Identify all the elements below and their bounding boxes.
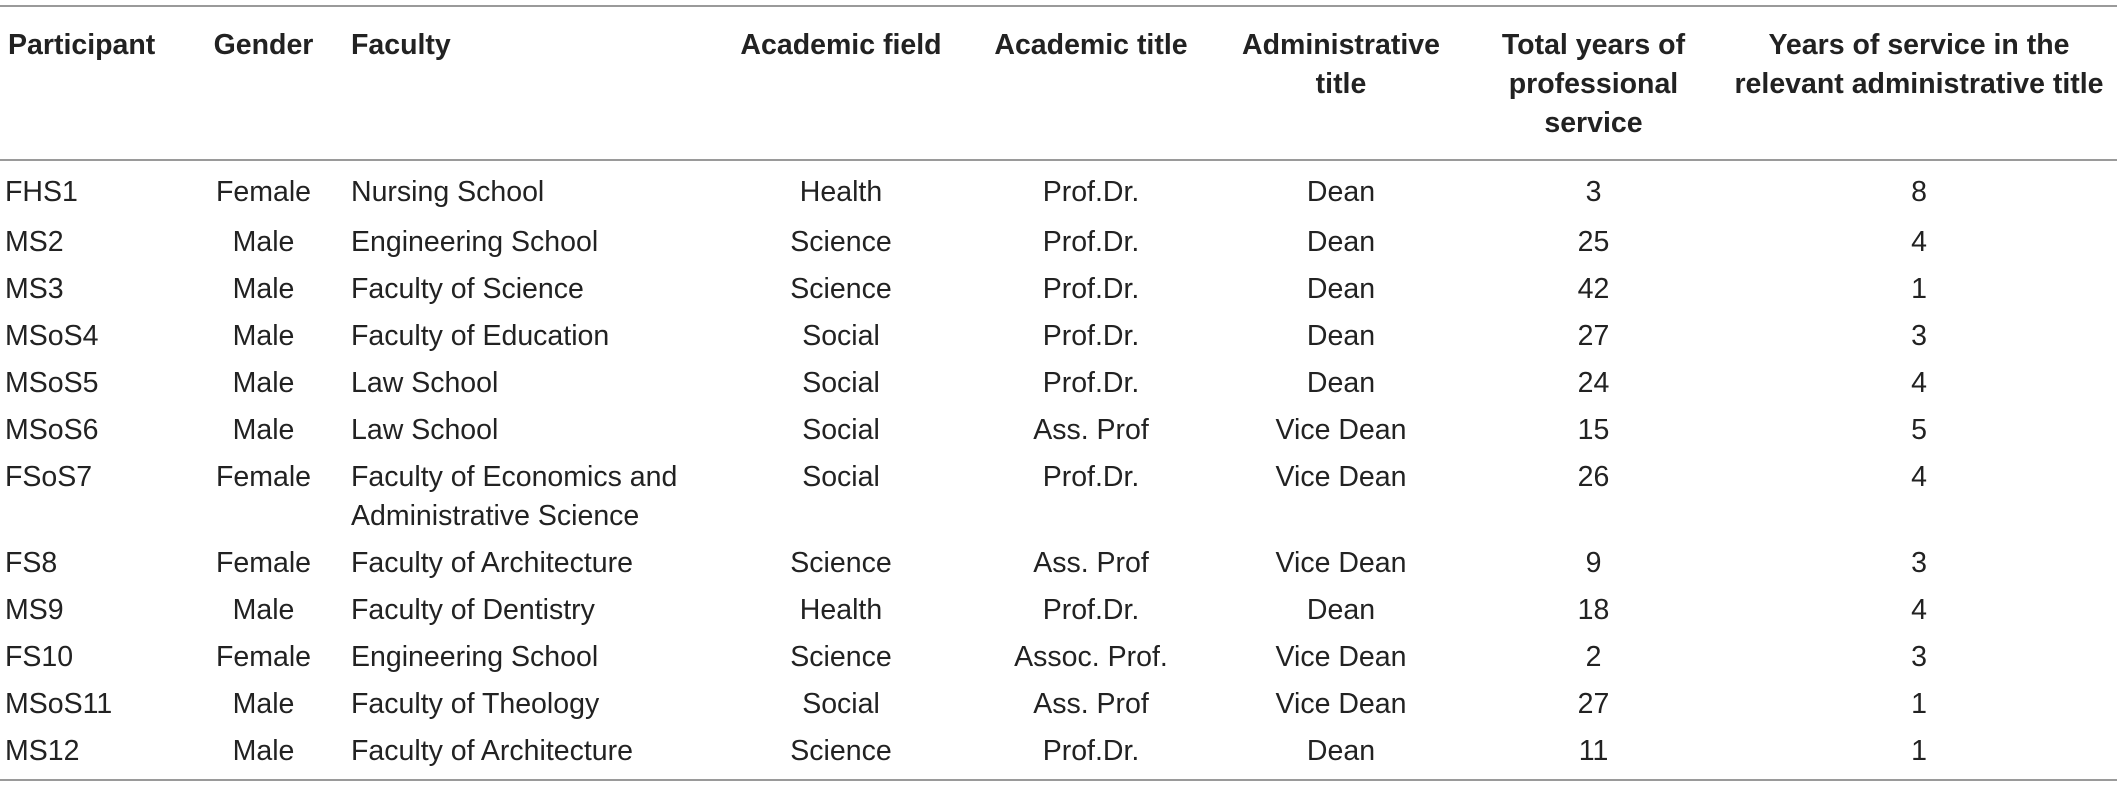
cell-academic-title: Assoc. Prof. <box>1014 641 1168 673</box>
cell-academic-title: Prof.Dr. <box>1042 461 1140 493</box>
cell-administrative-title: Vice Dean <box>1275 641 1407 673</box>
cell-total-years: 2 <box>1585 641 1602 673</box>
header-total-years: Total years of professional service <box>1501 29 1686 139</box>
header-years-in-title: Years of service in the relevant administrative title <box>1734 29 2104 100</box>
cell-faculty: Law School <box>351 414 499 446</box>
cell-administrative-title: Vice Dean <box>1275 688 1407 720</box>
table-row <box>0 160 2117 215</box>
cell-faculty: Faculty of Architecture <box>351 547 633 579</box>
table-row <box>0 262 2117 309</box>
cell-participant: MSoS11 <box>5 688 113 720</box>
cell-gender: Female <box>215 641 312 673</box>
header-participant: Participant <box>8 29 156 61</box>
cell-faculty: Faculty of Science <box>351 273 584 305</box>
cell-gender: Male <box>232 688 295 720</box>
cell-faculty: Faculty of Dentistry <box>351 594 595 626</box>
cell-participant: MS2 <box>5 226 64 258</box>
table-header <box>0 6 2117 160</box>
cell-academic-field: Social <box>802 414 880 446</box>
cell-academic-title: Prof.Dr. <box>1042 226 1140 258</box>
cell-gender: Male <box>232 367 295 399</box>
cell-years-in-title: 3 <box>1911 320 1927 352</box>
cell-academic-title: Prof.Dr. <box>1042 735 1140 767</box>
table-body <box>0 160 2117 780</box>
cell-academic-field: Social <box>802 688 880 720</box>
cell-faculty: Engineering School <box>351 641 599 673</box>
table-row <box>0 583 2117 630</box>
cell-years-in-title: 1 <box>1911 688 1927 720</box>
cell-participant: MS12 <box>5 735 80 767</box>
cell-academic-title: Ass. Prof <box>1033 688 1149 720</box>
cell-academic-title: Prof.Dr. <box>1042 367 1140 399</box>
cell-academic-title: Prof.Dr. <box>1042 273 1140 305</box>
cell-participant: MS9 <box>5 594 64 626</box>
cell-total-years: 42 <box>1577 273 1610 305</box>
table-row <box>0 724 2117 780</box>
cell-administrative-title: Dean <box>1306 176 1376 208</box>
cell-participant: FS8 <box>5 547 58 579</box>
cell-administrative-title: Dean <box>1306 273 1376 305</box>
cell-administrative-title: Dean <box>1306 594 1376 626</box>
cell-years-in-title: 1 <box>1911 273 1927 305</box>
cell-gender: Male <box>232 414 295 446</box>
header-gender: Gender <box>213 29 314 61</box>
cell-gender: Female <box>215 176 312 208</box>
table-row <box>0 403 2117 450</box>
cell-years-in-title: 5 <box>1911 414 1927 446</box>
cell-gender: Male <box>232 320 295 352</box>
cell-faculty: Faculty of Economics and Administrative Science <box>351 461 678 532</box>
cell-participant: MSoS5 <box>5 367 99 399</box>
cell-total-years: 27 <box>1577 320 1610 352</box>
cell-participant: MS3 <box>5 273 64 305</box>
cell-administrative-title: Dean <box>1306 367 1376 399</box>
cell-academic-title: Ass. Prof <box>1033 547 1149 579</box>
cell-faculty: Faculty of Theology <box>351 688 600 720</box>
cell-academic-field: Science <box>790 641 892 673</box>
cell-total-years: 18 <box>1577 594 1610 626</box>
header-academic-field: Academic field <box>740 29 942 61</box>
cell-years-in-title: 8 <box>1911 176 1927 208</box>
cell-gender: Male <box>232 226 295 258</box>
cell-academic-field: Science <box>790 273 892 305</box>
cell-years-in-title: 3 <box>1911 641 1927 673</box>
cell-total-years: 3 <box>1585 176 1602 208</box>
table-row <box>0 630 2117 677</box>
cell-academic-field: Social <box>802 461 880 493</box>
cell-total-years: 24 <box>1577 367 1610 399</box>
cell-academic-field: Science <box>790 547 892 579</box>
cell-gender: Male <box>232 594 295 626</box>
cell-administrative-title: Vice Dean <box>1275 414 1407 446</box>
cell-administrative-title: Dean <box>1306 320 1376 352</box>
cell-total-years: 26 <box>1577 461 1610 493</box>
cell-faculty: Law School <box>351 367 499 399</box>
header-faculty: Faculty <box>351 29 451 61</box>
cell-participant: FSoS7 <box>5 461 93 493</box>
cell-academic-field: Health <box>799 594 883 626</box>
table-row <box>0 356 2117 403</box>
cell-years-in-title: 1 <box>1911 735 1927 767</box>
participants-table-container <box>0 5 2117 781</box>
cell-gender: Male <box>232 273 295 305</box>
cell-academic-title: Prof.Dr. <box>1042 320 1140 352</box>
cell-administrative-title: Vice Dean <box>1275 461 1407 493</box>
cell-academic-field: Social <box>802 367 880 399</box>
cell-administrative-title: Vice Dean <box>1275 547 1407 579</box>
cell-participant: FS10 <box>5 641 74 673</box>
cell-administrative-title: Dean <box>1306 226 1376 258</box>
cell-academic-field: Social <box>802 320 880 352</box>
cell-total-years: 15 <box>1577 414 1610 446</box>
cell-total-years: 27 <box>1577 688 1610 720</box>
cell-gender: Male <box>232 735 295 767</box>
cell-participant: MSoS6 <box>5 414 99 446</box>
cell-participant: MSoS4 <box>5 320 99 352</box>
table-row <box>0 215 2117 262</box>
cell-faculty: Faculty of Architecture <box>351 735 633 767</box>
cell-years-in-title: 4 <box>1911 226 1927 258</box>
cell-total-years: 11 <box>1578 735 1609 767</box>
cell-gender: Female <box>215 547 312 579</box>
cell-academic-field: Science <box>790 226 892 258</box>
participants-table <box>0 5 2117 781</box>
header-academic-title: Academic title <box>994 29 1188 61</box>
cell-total-years: 9 <box>1585 547 1602 579</box>
cell-faculty: Engineering School <box>351 226 599 258</box>
cell-academic-field: Health <box>799 176 883 208</box>
table-row <box>0 677 2117 724</box>
cell-years-in-title: 4 <box>1911 367 1927 399</box>
cell-gender: Female <box>215 461 312 493</box>
cell-faculty: Nursing School <box>351 176 545 208</box>
table-row <box>0 309 2117 356</box>
cell-total-years: 25 <box>1577 226 1610 258</box>
cell-years-in-title: 4 <box>1911 461 1927 493</box>
cell-faculty: Faculty of Education <box>351 320 610 352</box>
table-row <box>0 536 2117 583</box>
cell-academic-field: Science <box>790 735 892 767</box>
cell-years-in-title: 4 <box>1911 594 1927 626</box>
cell-administrative-title: Dean <box>1306 735 1376 767</box>
cell-academic-title: Prof.Dr. <box>1042 594 1140 626</box>
table-row <box>0 450 2117 536</box>
cell-academic-title: Prof.Dr. <box>1042 176 1140 208</box>
header-administrative-title: Administrative title <box>1242 29 1440 100</box>
cell-participant: FHS1 <box>5 176 78 208</box>
header-row <box>0 6 2117 160</box>
cell-academic-title: Ass. Prof <box>1033 414 1149 446</box>
cell-years-in-title: 3 <box>1911 547 1927 579</box>
